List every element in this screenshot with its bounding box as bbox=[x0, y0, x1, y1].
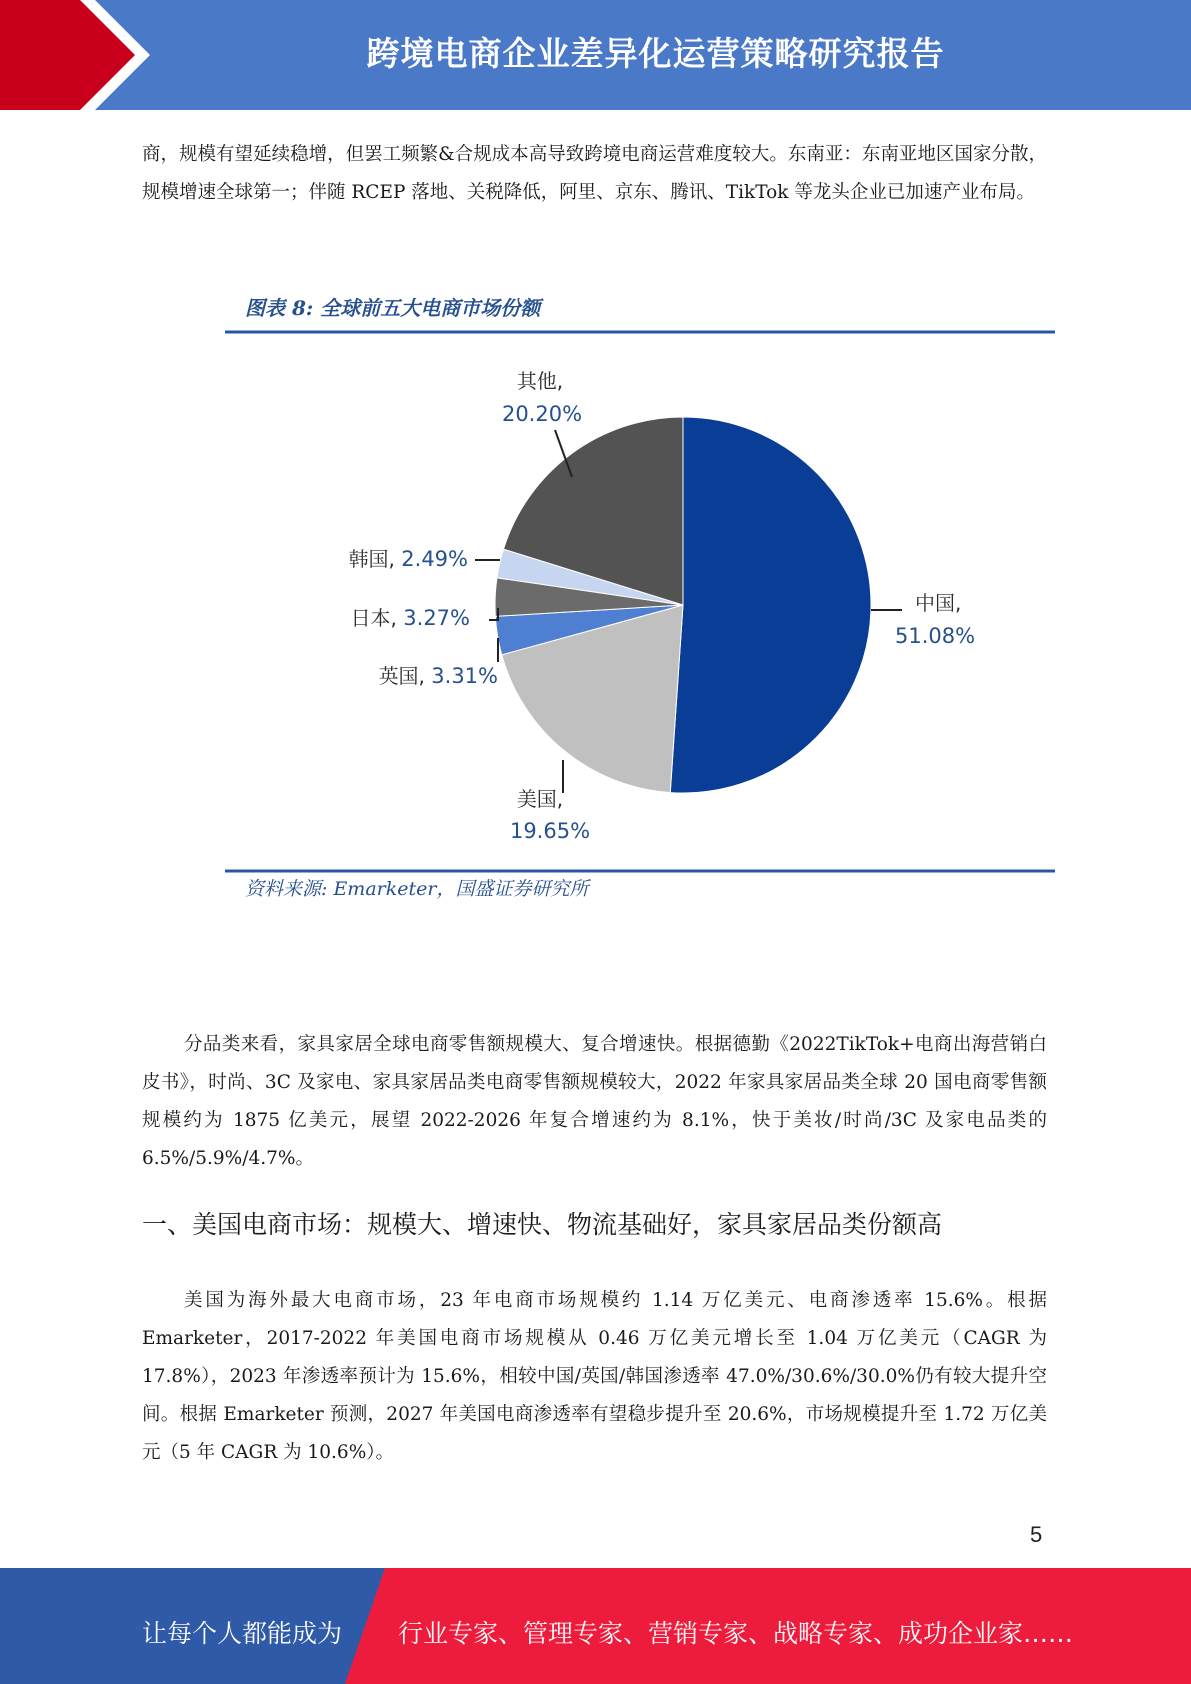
page-number: 5 bbox=[1030, 1522, 1043, 1547]
section-heading: 一、美国电商市场：规模大、增速快、物流基础好，家具家居品类份额高 bbox=[142, 1210, 943, 1239]
slice-name-1: 美国, bbox=[516, 787, 564, 811]
slice-name-0: 中国, bbox=[915, 591, 962, 615]
slice-label-4: 韩国, 2.49% bbox=[348, 547, 468, 571]
paragraph-category: 分品类来看，家具家居全球电商零售额规模大、复合增速快。根据德勤《2022TikTok+电商出海营销白皮书》，时尚、3C 及家电、家具家居品类电商零售额规模较大，2022 年家具家居品类全球 20 国电商零售额规模约为 1875 亿美元，展望 2022-2026 年复合增速约为 8.1%，快于美妆/时尚/3C 及家电品类的 6.5%/5.9%/4.7%。 bbox=[142, 1034, 1047, 1169]
pie-slice-0 bbox=[670, 417, 871, 793]
pie-chart bbox=[180, 270, 1070, 910]
slice-label-2: 英国, 3.31% bbox=[378, 664, 498, 688]
footer-slogan-left: 让每个人都能成为 bbox=[142, 1619, 343, 1648]
slice-value-1: 19.65% bbox=[509, 819, 591, 843]
page-header bbox=[0, 0, 1191, 110]
paragraph-us-market: 美国为海外最大电商市场，23 年电商市场规模约 1.14 万亿美元、电商渗透率 15.6%。根据 Emarketer，2017-2022 年美国电商市场规模从 0.46 万亿美元增长至 1.04 万亿美元（CAGR 为 17.8%），2023 年渗透率预计为 15.6%，相较中国/英国/韩国渗透率 47.0%/30.6%/30.0%仍有较大提升空间。根据 Emarketer 预测，2027 年美国电商渗透率有望稳步提升至 20.6%，市场规模提升至 1.72 万亿美元（5 年 CAGR 为 10.6%）。 bbox=[142, 1290, 1047, 1463]
figure-title: 图表 8: 全球前五大电商市场份额 bbox=[245, 296, 541, 320]
figure-source: 资料来源: Emarketer，国盛证券研究所 bbox=[245, 878, 589, 900]
slice-value-5: 20.20% bbox=[501, 402, 583, 426]
report-title: 跨境电商企业差异化运营策略研究报告 bbox=[366, 34, 945, 73]
market-share-figure bbox=[180, 270, 1070, 910]
slice-label-3: 日本, 3.27% bbox=[350, 606, 470, 630]
page-footer bbox=[0, 1568, 1191, 1684]
paragraph-intro: 商，规模有望延续稳增，但罢工频繁&合规成本高导致跨境电商运营难度较大。东南亚：东南亚地区国家分散，规模增速全球第一；伴随 RCEP 落地、关税降低，阿里、京东、腾讯、TikTok 等龙头企业已加速产业布局。 bbox=[142, 144, 1047, 203]
footer-slogan-right: 行业专家、管理专家、营销专家、战略专家、成功企业家…… bbox=[398, 1619, 1074, 1648]
slice-name-5: 其他, bbox=[516, 369, 564, 393]
slice-value-0: 51.08% bbox=[895, 624, 976, 648]
